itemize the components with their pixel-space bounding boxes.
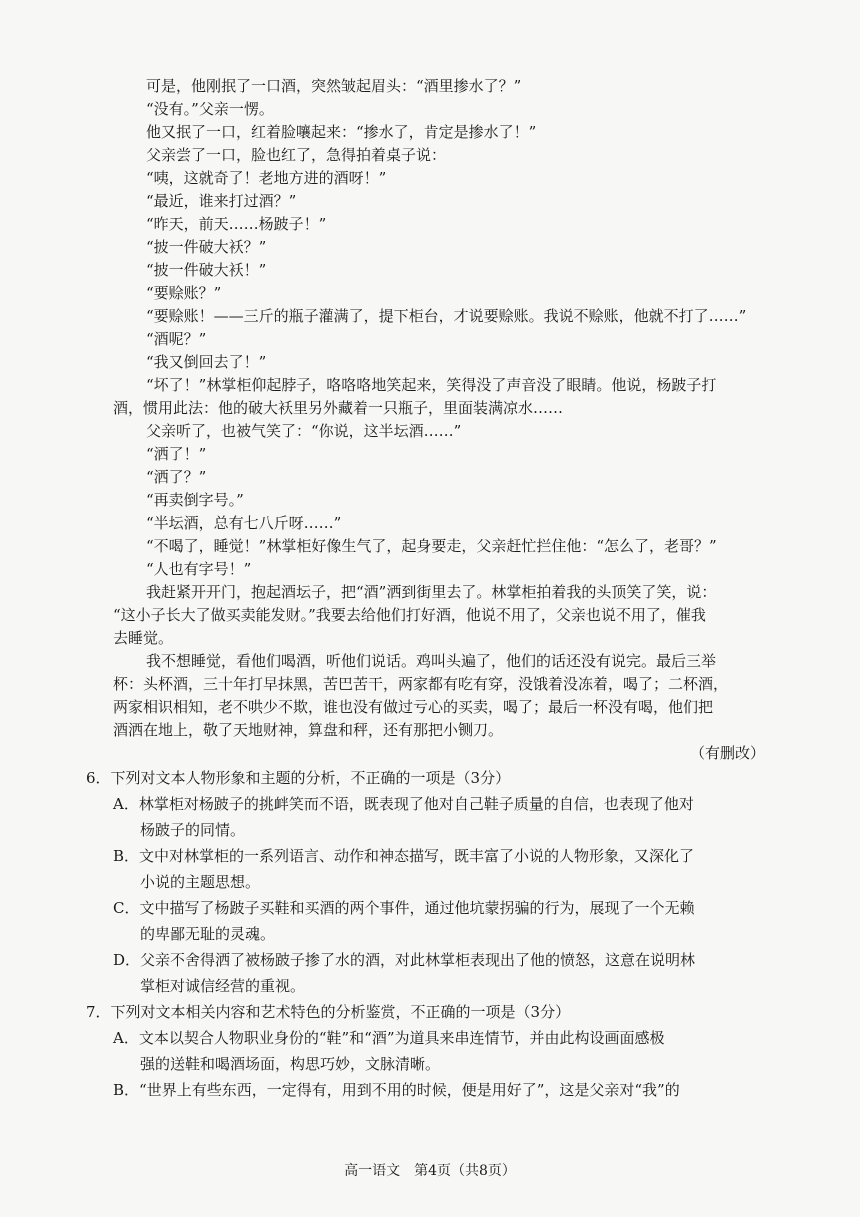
- story-line: “最近，谁来打过酒？”: [146, 192, 297, 210]
- story-line: 酒，惯用此法：他的破大袄里另外藏着一只瓶子，里面装满凉水……: [113, 399, 564, 417]
- story-line: “没有。”父亲一愣。: [146, 100, 274, 118]
- source-credit: （有删改）: [690, 744, 766, 762]
- question-6-option-b-cont: 小说的主题思想。: [140, 873, 261, 891]
- question-6-stem: 6．下列对文本人物形象和主题的分析，不正确的一项是（3分）: [86, 769, 511, 787]
- story-line: “昨天，前天……杨跛子！”: [146, 215, 327, 233]
- question-6-option-b: B．文中对林掌柜的一系列语言、动作和神态描写，既丰富了小说的人物形象，又深化了: [113, 847, 695, 865]
- story-line: “披一件破大袄！”: [146, 261, 267, 279]
- story-line: “咦，这就奇了！老地方进的酒呀！”: [146, 169, 387, 187]
- question-7-option-a-cont: 强的送鞋和喝酒场面，构思巧妙，文脉清晰。: [140, 1055, 441, 1073]
- story-line: “再卖倒字号。”: [146, 491, 244, 509]
- question-7-stem: 7．下列对文本相关内容和艺术特色的分析鉴赏，不正确的一项是（3分）: [86, 1003, 571, 1021]
- story-line: 去睡觉。: [113, 629, 174, 647]
- story-line: “半坛酒，总有七八斤呀……”: [146, 514, 342, 532]
- story-line: “我又倒回去了！”: [146, 353, 267, 371]
- story-line: 杯：头杯酒，三十年打早抹黑，苦巴苦干，两家都有吃有穿，没饿着没冻着，喝了；二杯酒，: [113, 675, 729, 693]
- page-footer: 高一语文 第4页（共8页）: [344, 1163, 516, 1179]
- question-6-option-c-cont: 的卑鄙无耻的灵魂。: [140, 925, 276, 943]
- question-6-option-a: A．林掌柜对杨跛子的挑衅笑而不语，既表现了他对自己鞋子质量的自信，也表现了他对: [113, 795, 694, 813]
- story-line: 他又抿了一口，红着脸嚷起来：“掺水了，肯定是掺水了！”: [146, 123, 537, 141]
- story-line: “洒了！”: [146, 445, 207, 463]
- story-line: “要赊账？”: [146, 284, 222, 302]
- story-line: “这小子长大了做买卖能发财。”我要去给他们打好酒，他说不用了，父亲也说不用了，催我: [113, 606, 706, 624]
- question-6-option-c: C．文中描写了杨跛子买鞋和买酒的两个事件，通过他坑蒙拐骗的行为，展现了一个无赖: [113, 899, 695, 917]
- story-line: 酒洒在地上，敬了天地财神，算盘和秤，还有那把小铡刀。: [113, 721, 504, 739]
- story-line: 父亲尝了一口，脸也红了，急得拍着桌子说：: [146, 146, 447, 164]
- question-7-option-b: B．“世界上有些东西，一定得有，用到不用的时候，便是用好了”，这是父亲对“我”的: [113, 1081, 680, 1099]
- story-line: “洒了？”: [146, 468, 207, 486]
- story-line: 我不想睡觉，看他们喝酒，听他们说话。鸡叫头遍了，他们的话还没有说完。最后三举: [146, 652, 717, 670]
- story-line: 两家相识相知，老不哄少不欺，谁也没有做过亏心的买卖，喝了；最后一杯没有喝，他们把: [113, 698, 714, 716]
- question-6-option-a-cont: 杨跛子的同情。: [140, 821, 246, 839]
- story-line: 我赶紧开开门，抱起酒坛子，把“酒”洒到街里去了。林掌柜拍着我的头顶笑了笑，说：: [146, 583, 717, 601]
- question-6-option-d-cont: 掌柜对诚信经营的重视。: [140, 977, 306, 995]
- story-line: “人也有字号！”: [146, 560, 252, 578]
- story-line: “坏了！”林掌柜仰起脖子，咯咯咯地笑起来，笑得没了声音没了眼睛。他说，杨跛子打: [146, 376, 717, 394]
- story-line: 可是，他刚抿了一口酒，突然皱起眉头：“酒里掺水了？”: [146, 77, 522, 95]
- story-line: “要赊账！——三斤的瓶子灌满了，提下柜台，才说要赊账。我说不赊账，他就不打了……”: [146, 307, 747, 325]
- story-line: “披一件破大袄？”: [146, 238, 267, 256]
- story-line: 父亲听了，也被气笑了：“你说，这半坛酒……”: [146, 422, 462, 440]
- story-line: “不喝了，睡觉！”林掌柜好像生气了，起身要走，父亲赶忙拦住他：“怎么了，老哥？”: [146, 537, 717, 555]
- story-line: “酒呢？”: [146, 330, 207, 348]
- question-6-option-d: D．父亲不舍得洒了被杨跛子掺了水的酒，对此林掌柜表现出了他的愤怒，这意在说明林: [113, 951, 696, 969]
- question-7-option-a: A．文本以契合人物职业身份的“鞋”和“酒”为道具来串连情节，并由此构设画面感极: [113, 1029, 665, 1047]
